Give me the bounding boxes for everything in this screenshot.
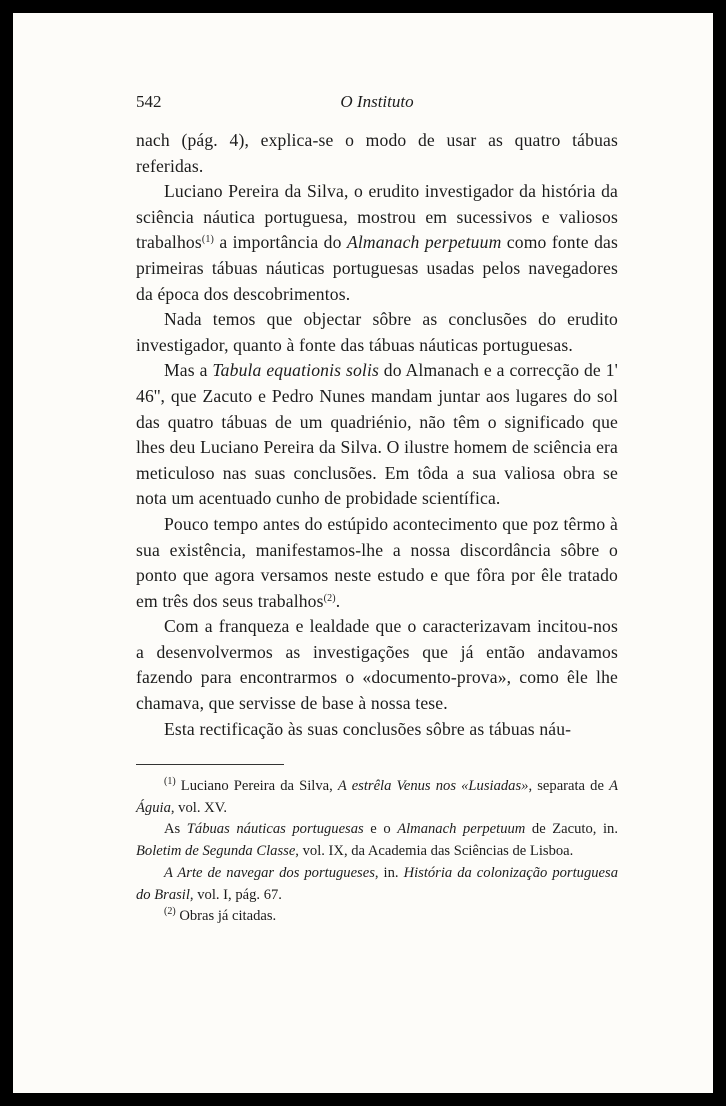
paragraph: Nada temos que objectar sôbre as conclusões do erudito investigador, quanto à fonte das tábuas náuticas portuguesas. [136, 309, 618, 355]
paragraph: Pouco tempo antes do estúpido acontecimento que poz têrmo à sua existência, manifestamos-lhe a nossa discordância sôbre o ponto que agora versamos neste estudo e que fôra por êle tratado em três dos seus trabalhos$^{(2)}$. [136, 513, 618, 611]
paragraph: Mas a Tabula equationis solis do Almanach e a correcção de 1' 46'', que Zacuto e Pedro Nunes mandam juntar aos lugares do sol das quatro tábuas de um quadriénio, não têm o significado que lhes deu Luciano Pereira da Silva. O ilustre homem de sciência era meticuloso nas suas conclusões. Em tôda a sua valiosa obra se nota um acentuado cunho de probidade scientífica. [136, 360, 618, 509]
footnote: $^{(1)}$ Luciano Pereira da Silva, A estrêla Venus nos «Lusiadas», separata de A Águia, vol. XV. [136, 776, 618, 816]
page-header [136, 92, 618, 116]
footnote: $^{(2)}$ Obras já citadas. [164, 906, 277, 925]
footnote: A Arte de navegar dos portugueses, in. História da colonização portuguesa do Brasil, vol. I, pág. 67. [136, 864, 618, 903]
footnotes [136, 776, 618, 928]
footnote-divider [136, 764, 284, 765]
paragraph: Esta rectificação às suas conclusões sôbre as tábuas náu- [164, 718, 572, 739]
footnote: As Tábuas náuticas portuguesas e o Almanach perpetuum de Zacuto, in. Boletim de Segunda Classe, vol. IX, da Academia das Sciências de Lisboa. [136, 821, 618, 860]
footnote-ref: (1) [201, 234, 214, 246]
footnote-marker: (2) [164, 906, 176, 918]
page-number: 542 [136, 92, 162, 111]
running-title: O Instituto [340, 92, 414, 111]
footnote-marker: (1) [164, 776, 176, 787]
paragraph: Com a franqueza e lealdade que o caracterizavam incitou-nos a desenvolvermos as investigações que já então andavamos fazendo para encontrarmos o «documento-prova», como êle lhe chamava, que servisse de base à nossa tese. [136, 616, 618, 714]
body-text [136, 128, 618, 742]
footnote-ref: (2) [323, 592, 336, 604]
paragraph: nach (pág. 4), explica-se o modo de usar as quatro tábuas referidas. [136, 130, 618, 176]
paragraph: Luciano Pereira da Silva, o erudito investigador da história da sciência náutica portuguesa, mostrou em sucessivos e valiosos trabalhos$^{(1)}$ a importância do Almanach perpetuum como fonte das primeiras tábuas náuticas portuguesas usadas pelos navegadores da época dos descobrimentos. [136, 181, 618, 304]
